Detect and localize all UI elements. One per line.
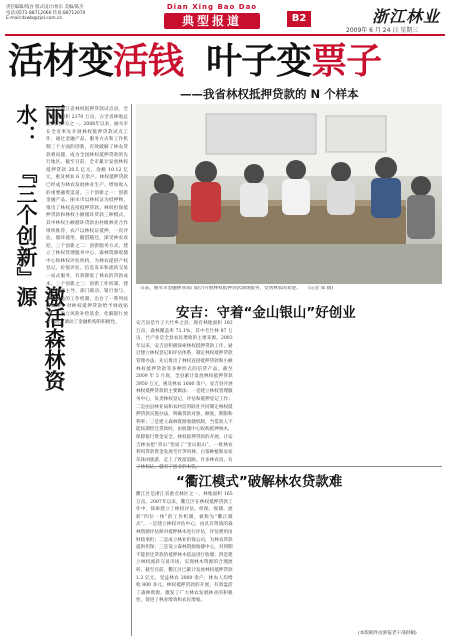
side-title-bottom: 激活森林资源 <box>14 286 66 391</box>
headline-part-2: 叶子变 <box>183 41 312 82</box>
anji-headline: 安吉：守着“金山银山”好创业 <box>176 305 356 321</box>
paper-name: 浙江林业 <box>372 7 441 26</box>
quzhou-body <box>136 491 442 629</box>
editor-info <box>6 5 106 22</box>
quzhou-body-text: 衢江区是浙江省重点林区之一，林地面积 165 万亩。2007年以来，衢江区在林权抵押贷款工作中，探索建立了林权评估、担保、收储、流转“四位一体”的工作机制，被称为“衢江模式”。一是建立林权评估中心，由具有资质的森林资源评估师对抵押林木进行评估，评估费用由财政承担；二是成立林业担保公司，为林农贷款提供担保；三是设立森林资源收储中心，对到期不能偿还贷款的抵押林木依法进行收储；四是建立林权流转交易市场，实现林木资源的合理流转。截至目前，衢江区已累计发放林权抵押贷款 1.2 亿元，受益林农 3000 余户，林农人均增收 800 多元。林权抵押贷款的开展，有效盘活了森林资源，激发了广大林农发展林业的积极性，促进了林业增效和农民增收。 <box>136 492 233 604</box>
photo-credit: (记者 郑 摄) <box>308 286 334 291</box>
anji-body-text: 安吉县是竹子大竹乡之县，现有林地面积 192 万亩，森林覆盖率 71.1%，其中毛竹林 87 万亩，竹产业是全县农民增收的主要来源。2003年以来，安吉县积极探索林权抵押贷款工作，通过建立林权登记和评估体系，制定林权抵押贷款管理办法，先后推出了林权直接抵押贷款和小额林权抵押贷款等多种形式的信贷产品。截至 2009 年 5 月底，全县累计发放林权抵押贷款 3950 万元，惠及林农 1600 余户。安吉县开展林权抵押贷款的主要做法：一是建立林权管理服务中心，负责林权登记、评估和抵押登记工作；二是由县林业局和农村信用联社共同制定林权抵押贷款实施办法，明确贷款对象、额度、期限和利率；三是建立森林资源收储机制，当借款人不能按期偿还贷款时，由收储中心收购抵押林木，保障银行资金安全。林权抵押贷款的开展，让安吉林农把“青山”变成了“金山银山”，一批林农利用贷款资金发展毛竹笋用林、白茶种植和农家乐休闲旅游，走上了致富道路。许多林农说，有了林权证，就有了创业的本钱。 <box>136 321 233 471</box>
header-rule <box>5 34 445 36</box>
headline-highlight-1: 活钱 <box>113 41 184 82</box>
photo-scene <box>136 104 442 284</box>
photo-caption-text: 日前，丽水市金融林业部门联合开展林权抵押贷款现场服务，受到林农的欢迎。 <box>140 286 301 291</box>
side-title-quote: 『三个创新』 <box>14 162 38 288</box>
issue-date: 2009年 6 月 24 日 星期三 <box>346 27 419 34</box>
column-divider-left <box>131 104 132 636</box>
photo-caption <box>140 286 440 292</box>
side-title <box>6 104 66 394</box>
side-title-top: 丽水： <box>14 104 66 146</box>
page-number-badge <box>287 11 311 27</box>
section-pinyin: Dian Xing Bao Dao <box>166 3 258 11</box>
news-photo <box>136 104 442 284</box>
article-separator <box>136 466 442 467</box>
editor-info-line-1: 责任编辑/钱谷 版式设计/詹东 美编/陈杰 <box>6 5 84 10</box>
section-title: 典型报道 <box>164 13 260 29</box>
main-headline <box>8 40 448 84</box>
quzhou-headline: “衢江模式”破解林农贷款难 <box>176 474 343 490</box>
headline-highlight-2: 票子 <box>311 41 382 82</box>
editor-info-line-3: E-mail:dxwb@zjol.com.cn <box>6 16 63 22</box>
side-column-body: 丽水是浙江省林权抵押贷款试点县，全市林地面积 2170 万亩，占全省林地总面积的四分之一。2006年以来，丽水市在全省率先开展林权抵押贷款试点工作，通过金融产品、服务方式和工作机制三个方面的创新，有效破解了林农贷款难问题，成为全国林权抵押贷款的先行地区。截至目前，全市累计发放林权抵押贷款 20.5 亿元，余额 10.12 亿元，惠及林农 6 万余户。林权抵押贷款已经成为林农发展林业生产、增加收入的重要融资渠道。三个创新之一：创新金融产品。丽水市以林权证为抵押物，推出了林权直接抵押贷款、林权担保抵押贷款和林权小额循环贷款三种模式。其中林权小额循环贷款由村级林业合作组织推荐，农户以林权证抵押，一次评估，循环使用，随借随还，深受林农欢迎。三个创新之二：创新服务方式。建立了林权管理服务中心、森林资源收储中心和林权评估机构，为林农提供产权登记、价值评估、信息发布和流转交易一站式服务，有效降低了林农的贷款成本。三个创新之三：创新工作机制。建立了政府主导、部门联动、银行参与、林农受益的工作机制，出台了一系列扶持政策，对林权抵押贷款给予财政贴息，并设立风险补偿基金，化解银行放贷风险，调动了金融机构的积极性。 <box>46 107 128 325</box>
sub-headline: ——我省林权抵押贷款的 N 个样本 <box>180 87 359 101</box>
page-number: B2 <box>291 13 307 24</box>
footer-note: (本版稿件由浙报老干部供稿) <box>358 631 417 636</box>
anji-body <box>136 320 442 471</box>
headline-part-1: 活材变 <box>8 41 114 82</box>
editor-info-line-2: 电话:0571-88712066 传真:88712070 <box>6 10 86 16</box>
section-banner <box>150 3 274 31</box>
